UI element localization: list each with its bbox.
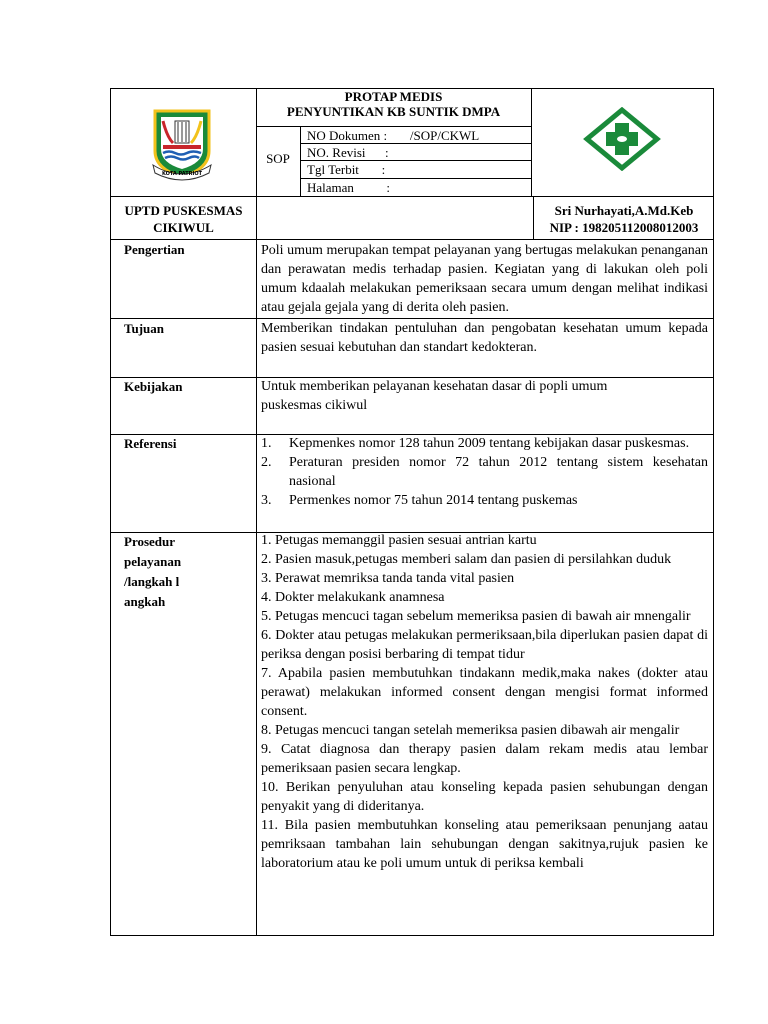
list-item	[261, 434, 708, 453]
divider	[300, 126, 301, 196]
section-label-kebijakan: Kebijakan	[124, 379, 183, 394]
label-line: /langkah l	[124, 574, 180, 589]
signatory-nip: NIP : 198205112008012003	[549, 220, 699, 235]
sop-label: SOP	[266, 151, 290, 166]
list-number: 2.	[261, 455, 272, 470]
title-line: PENYUNTIKAN KB SUNTIK DMPA	[286, 104, 501, 119]
section-text-kebijakan	[261, 377, 661, 415]
list-number: 1.	[261, 436, 272, 451]
procedure-step: 10. Berikan penyuluhan atau konseling kepada pasien sehubungan dengan penyakit yang di dideritanya.	[261, 780, 708, 814]
title-line: PROTAP MEDIS	[344, 89, 443, 104]
doc-number-row: NO Dokumen : /SOP/CKWL	[307, 128, 480, 143]
procedure-step: 11. Bila pasien membutuhkan konseling atau pemeriksaan penunjang aatau pemriksaan tambahan lain sehubungan dengan sakitnya,rujuk pasien ke laboratorium atau ke poli umum untuk di periksa kembali	[261, 818, 708, 871]
page-row: Halaman :	[307, 180, 391, 195]
city-emblem-logo	[149, 107, 215, 181]
section-text-referensi	[261, 434, 708, 510]
body-table	[110, 240, 714, 936]
section-label-pengertian: Pengertian	[124, 242, 185, 257]
reference-list	[261, 434, 708, 510]
org-line: UPTD PUSKESMAS	[124, 203, 243, 218]
section-text-tujuan	[261, 319, 708, 357]
revision-row: NO. Revisi :	[307, 145, 389, 160]
paragraph: Untuk memberikan pelayanan kesehatan dasar di popli umum puskesmas cikiwul	[261, 379, 608, 413]
list-item	[261, 491, 708, 510]
org-line: CIKIWUL	[153, 220, 214, 235]
divider	[256, 197, 257, 239]
paragraph: Memberikan tindakan pentuluhan dan pengobatan kesehatan umum kepada pasien sesuai kebutuhan dan standart kedokteran.	[261, 321, 708, 355]
section-text-pengertian	[261, 241, 708, 317]
emblem-ribbon-text: KOTA PATRIOT	[161, 171, 203, 177]
document-title	[256, 89, 531, 119]
list-number: 3.	[261, 493, 272, 508]
paragraph: Poli umum merupakan tempat pelayanan yang bertugas melakukan penanganan dan perawatan medis terhadap pasien. Kegiatan yang di lakukan oleh poli umum kdaalah melakukan pemeriksaan secara umum dengan melihat indikasi atau gejala gejala yang di derita oleh pasien.	[261, 243, 708, 315]
list-text: Peraturan presiden nomor 72 tahun 2012 tentang sistem kesehatan nasional	[289, 455, 708, 489]
signatory-name: Sri Nurhayati,A.Md.Keb	[554, 203, 694, 218]
section-label-prosedur	[124, 532, 181, 612]
organization-name	[111, 202, 256, 236]
label-line: Prosedur	[124, 534, 176, 549]
list-item	[261, 453, 708, 491]
signatory	[533, 202, 715, 236]
list-text: Permenkes nomor 75 tahun 2014 tentang puskemas	[289, 493, 578, 508]
procedure-step: 2. Pasien masuk,petugas memberi salam dan pasien di persilahkan duduk	[261, 552, 672, 567]
puskesmas-logo	[583, 107, 661, 171]
procedure-step: 1. Petugas memanggil pasien sesuai antrian kartu	[261, 533, 537, 548]
procedure-step: 9. Catat diagnosa dan therapy pasien dalam rekam medis atau lembar pemeriksaan pasien secara lengkap.	[261, 742, 708, 776]
section-label-referensi: Referensi	[124, 436, 177, 451]
divider	[531, 89, 532, 196]
issue-date-row: Tgl Terbit :	[307, 162, 386, 177]
header-table	[110, 88, 714, 197]
procedure-step: 8. Petugas mencuci tangan setelah memeriksa pasien dibawah air mengalir	[261, 723, 680, 738]
section-label-tujuan: Tujuan	[124, 321, 164, 336]
procedure-step: 4. Dokter melakukank anamnesa	[261, 590, 445, 605]
procedure-step: 3. Perawat memriksa tanda tanda vital pasien	[261, 571, 515, 586]
procedure-step: 5. Petugas mencuci tagan sebelum memeriksa pasien di bawah air mnengalir	[261, 609, 691, 624]
procedure-step: 6. Dokter atau petugas melakukan permeriksaan,bila diperlukan pasien dapat di periksa dengan posisi berbaring di tempat tidur	[261, 628, 708, 662]
procedure-step: 7. Apabila pasien membutuhkan tindakann medik,maka nakes (dokter atau perawat) melakukan informed consent dengan mengisi format informed consent.	[261, 666, 708, 719]
list-text: Kepmenkes nomor 128 tahun 2009 tentang kebijakan dasar puskesmas.	[289, 436, 690, 451]
label-line: angkah	[124, 594, 166, 609]
label-line: pelayanan	[124, 554, 182, 569]
divider	[256, 240, 257, 935]
section-text-prosedur	[261, 531, 708, 935]
info-row	[110, 197, 714, 240]
